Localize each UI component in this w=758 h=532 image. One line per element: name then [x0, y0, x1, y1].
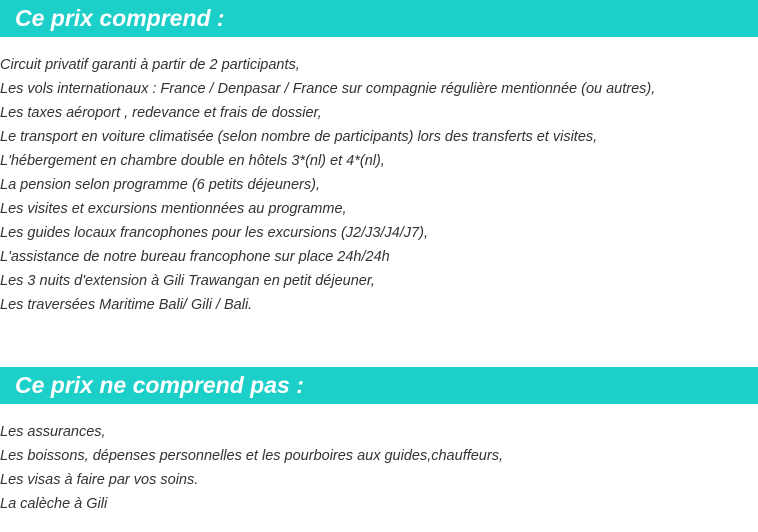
excludes-heading: Ce prix ne comprend pas :	[15, 372, 304, 398]
list-item: Le transport en voiture climatisée (selon nombre de participants) lors des transferts et visites,	[0, 129, 598, 145]
list-item: La pension selon programme (6 petits déjeuners),	[0, 177, 320, 193]
list-item: Les vols internationaux : France / Denpasar / France sur compagnie régulière mentionnée (ou autres),	[0, 81, 656, 97]
excludes-list	[0, 420, 503, 516]
list-item: L'assistance de notre bureau francophone sur place 24h/24h	[0, 249, 390, 265]
excludes-header-band	[0, 367, 758, 404]
list-item: Les visites et excursions mentionnées au programme,	[0, 201, 347, 217]
list-item: Les guides locaux francophones pour les excursions (J2/J3/J4/J7),	[0, 225, 428, 241]
list-item: La calèche à Gili	[0, 496, 108, 512]
includes-heading: Ce prix comprend :	[15, 5, 225, 31]
list-item: Les traversées Maritime Bali/ Gili / Bali.	[0, 297, 253, 313]
includes-list	[0, 53, 655, 317]
list-item: Les 3 nuits d'extension à Gili Trawangan en petit déjeuner,	[0, 273, 375, 289]
includes-header-band	[0, 0, 758, 37]
list-item: Les visas à faire par vos soins.	[0, 472, 199, 488]
list-item: L'hébergement en chambre double en hôtels 3*(nl) et 4*(nl),	[0, 153, 385, 169]
list-item: Circuit privatif garanti à partir de 2 participants,	[0, 57, 300, 73]
list-item: Les assurances,	[0, 424, 106, 440]
list-item: Les taxes aéroport , redevance et frais de dossier,	[0, 105, 322, 121]
list-item: Les boissons, dépenses personnelles et les pourboires aux guides,chauffeurs,	[0, 448, 503, 464]
